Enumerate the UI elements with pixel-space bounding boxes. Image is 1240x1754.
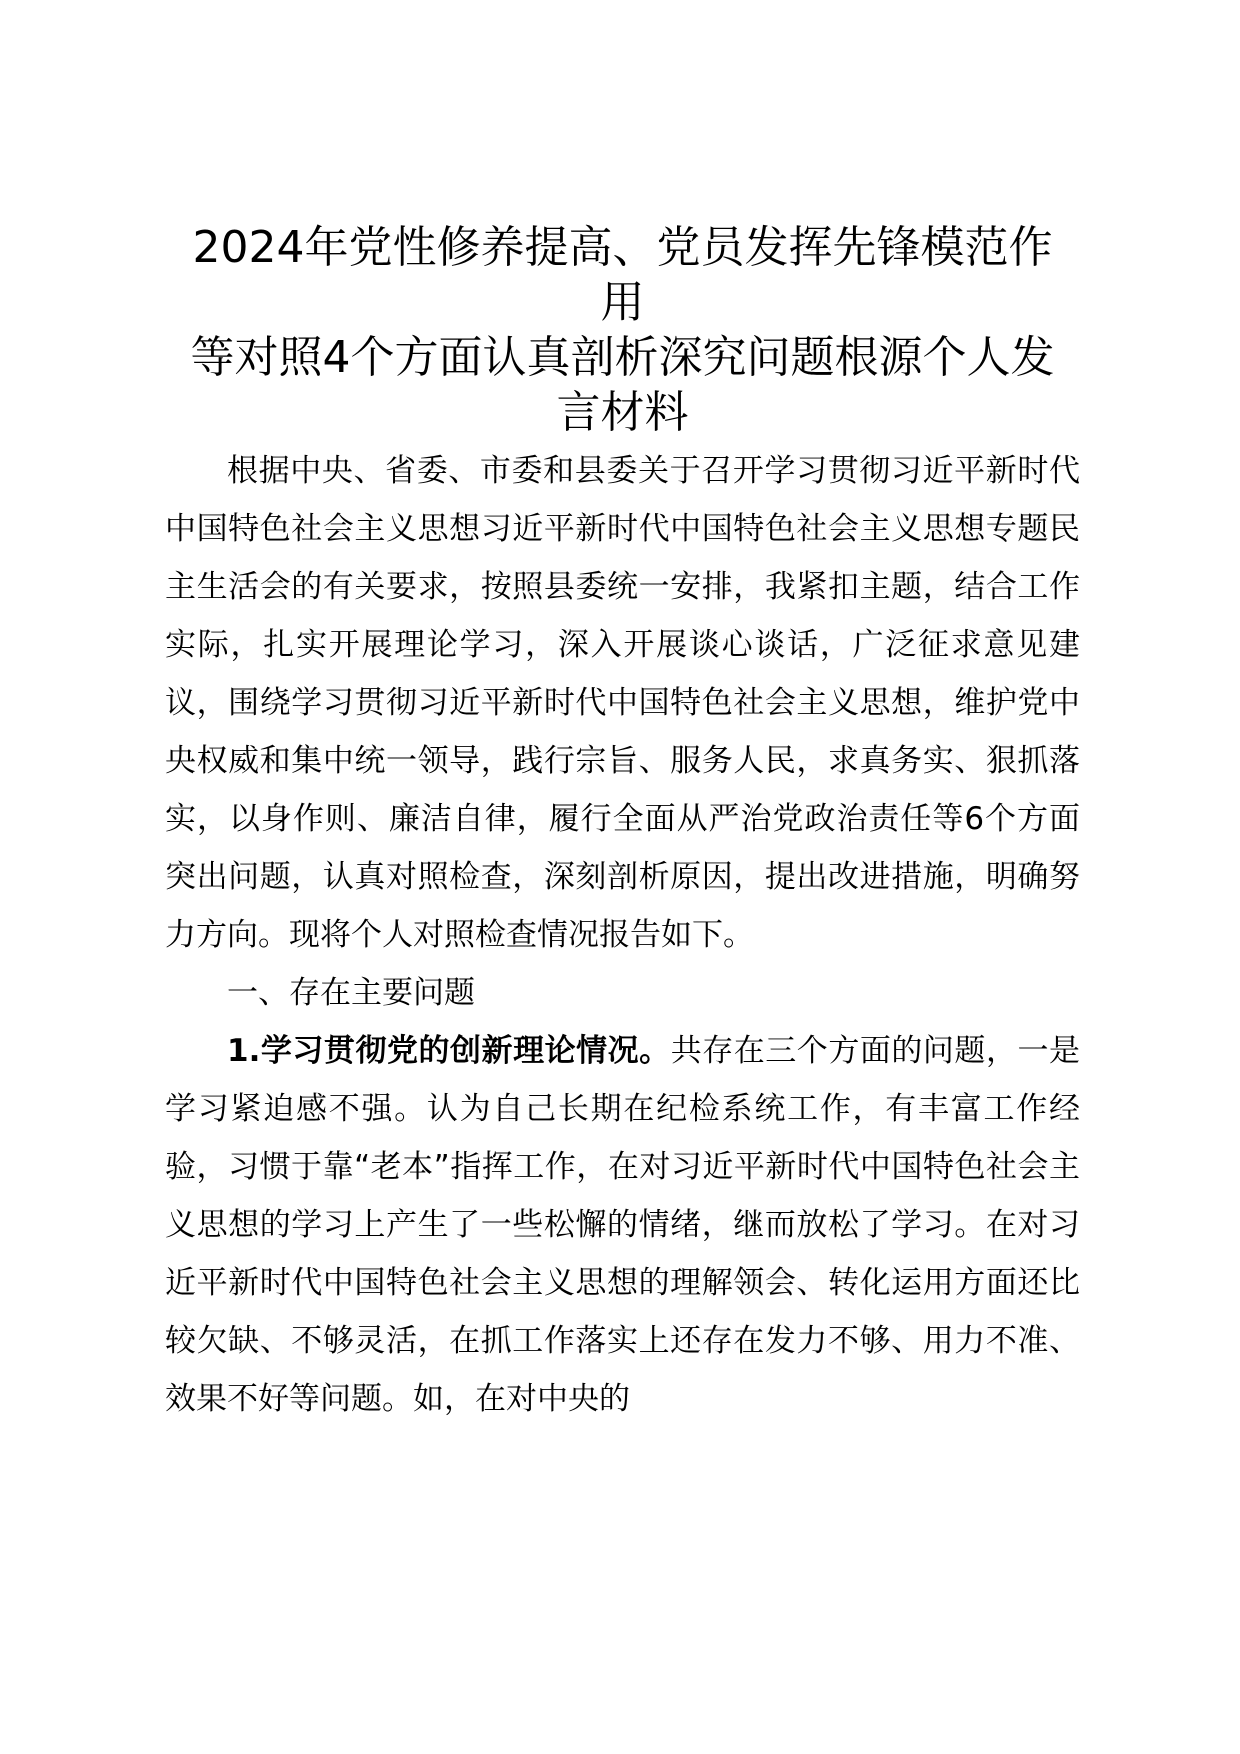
- title-line: 用: [600, 277, 645, 328]
- title-line: 言材料: [556, 387, 689, 438]
- title-line: 2024年党性修养提高、党员发挥先锋模范作: [192, 222, 1053, 273]
- document-page: [165, 220, 1080, 1428]
- document-title: [165, 220, 1080, 440]
- section-heading: 一、存在主要问题: [227, 975, 475, 1011]
- document-body: [165, 442, 1080, 1428]
- item-1-lead: 1.学习贯彻党的创新理论情况。: [227, 1033, 671, 1069]
- item-1-text: 共存在三个方面的问题，一是学习紧迫感不强。认为自己长期在纪检系统工作，有丰富工作经验，习惯于靠“老本”指挥工作，在对习近平新时代中国特色社会主义思想的学习上产生了一些松懈的情绪，继而放松了学习。在对习近平新时代中国特色社会主义思想的理解领会、转化运用方面还比较欠缺、不够灵活，在抓工作落实上还存在发力不够、用力不准、效果不好等问题。如，在对中央的: [165, 1033, 1080, 1417]
- intro-paragraph: 根据中央、省委、市委和县委关于召开学习贯彻习近平新时代中国特色社会主义思想习近平新时代中国特色社会主义思想专题民主生活会的有关要求，按照县委统一安排，我紧扣主题，结合工作实际，扎实开展理论学习，深入开展谈心谈话，广泛征求意见建议，围绕学习贯彻习近平新时代中国特色社会主义思想，维护党中央权威和集中统一领导，践行宗旨、服务人民，求真务实、狠抓落实，以身作则、廉洁自律，履行全面从严治党政治责任等6个方面突出问题，认真对照检查，深刻剖析原因，提出改进措施，明确努力方向。现将个人对照检查情况报告如下。: [165, 453, 1080, 953]
- item-1-paragraph: [165, 1022, 1080, 1428]
- title-line: 等对照4个方面认真剖析深究问题根源个人发: [190, 332, 1055, 383]
